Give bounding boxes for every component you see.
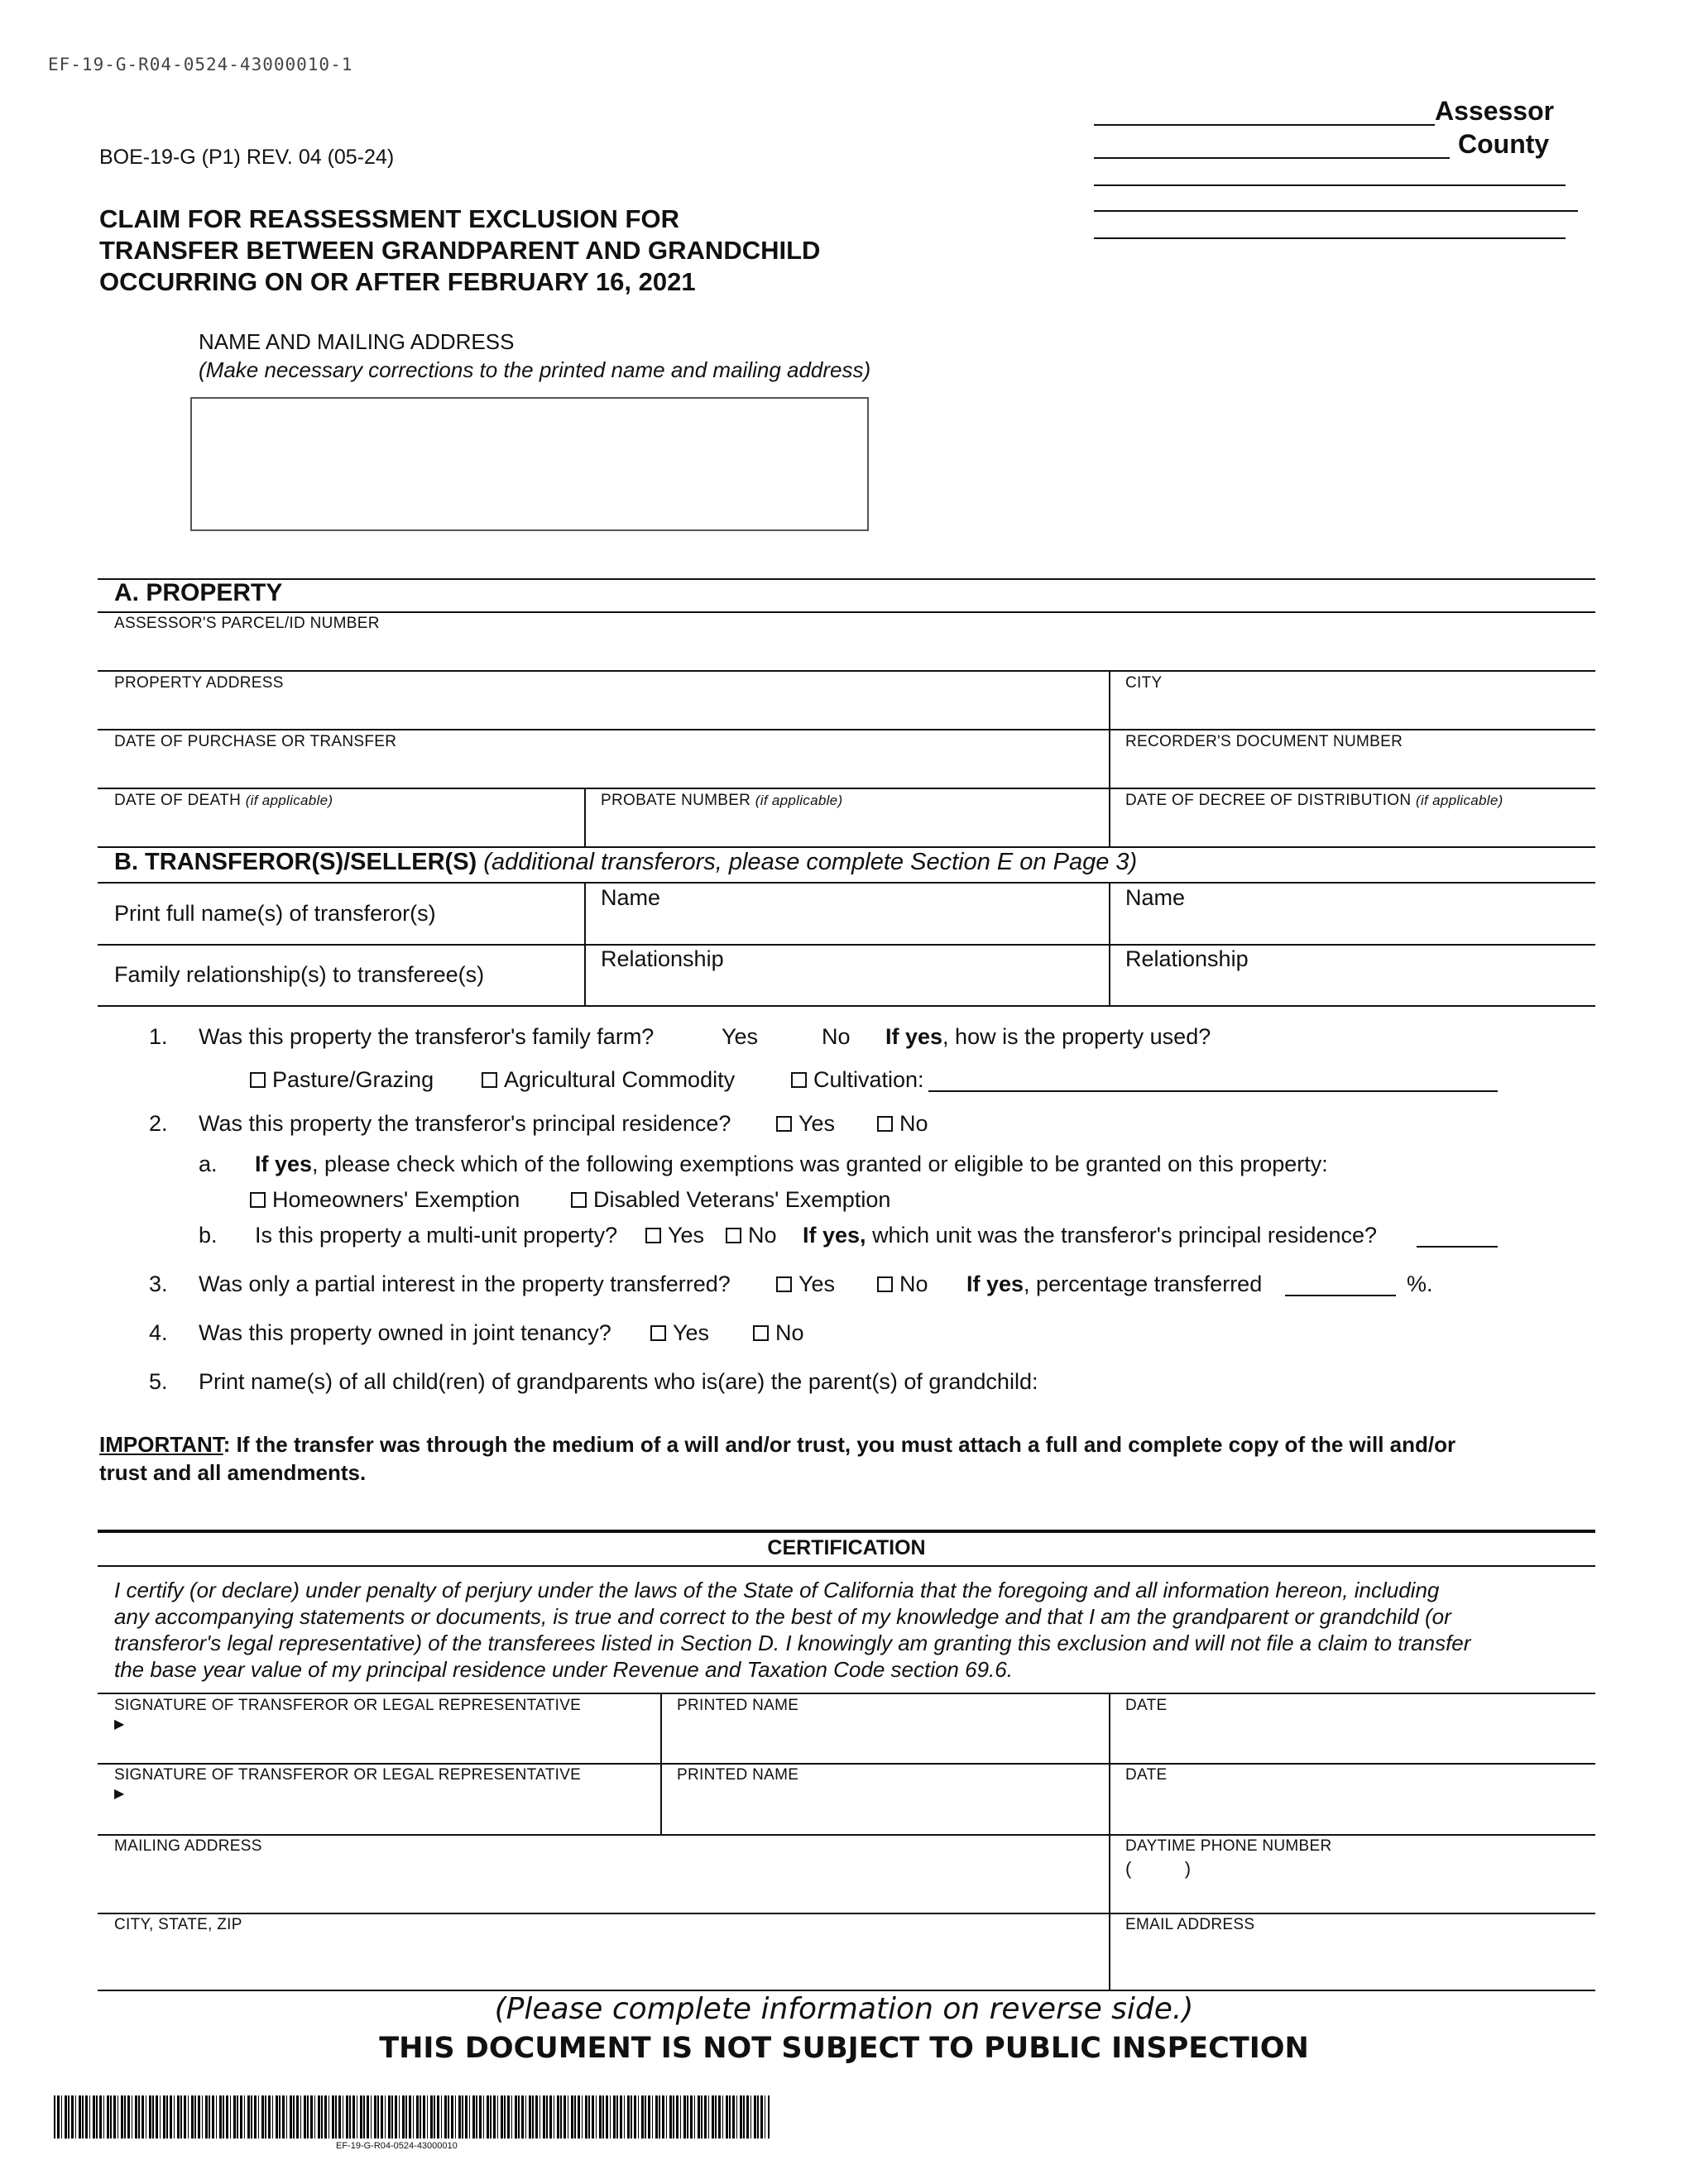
if-applicable-note: (if applicable) bbox=[245, 793, 333, 808]
q4-text: Was this property owned in joint tenancy? bbox=[199, 1320, 611, 1345]
q5-number: 5. bbox=[149, 1369, 168, 1394]
checkbox[interactable] bbox=[877, 1276, 893, 1292]
pasture-label: Pasture/Grazing bbox=[272, 1067, 434, 1092]
death-date-field[interactable] bbox=[98, 789, 584, 845]
checkbox[interactable] bbox=[776, 1116, 792, 1132]
certification-text bbox=[114, 1577, 1470, 1683]
print-names-label: Print full name(s) of transferor(s) bbox=[114, 901, 436, 926]
recorder-label: RECORDER'S DOCUMENT NUMBER bbox=[1125, 733, 1403, 750]
probate-field[interactable] bbox=[586, 789, 1109, 845]
q2a-follow-text: , please check which of the following exemptions was granted or eligible to be granted on this property: bbox=[312, 1152, 1328, 1176]
title-line: CLAIM FOR REASSESSMENT EXCLUSION FOR bbox=[99, 204, 679, 233]
purchase-date-label: DATE OF PURCHASE OR TRANSFER bbox=[114, 733, 397, 750]
signature-arrow-icon: ▶ bbox=[114, 1717, 125, 1731]
if-yes-label: If yes bbox=[966, 1272, 1024, 1296]
barcode-text: EF-19-G-R04-0524-43000010 bbox=[336, 2141, 458, 2151]
checkbox[interactable] bbox=[753, 1325, 769, 1341]
cultivation-field[interactable] bbox=[928, 1090, 1498, 1092]
relationship-col-1: Relationship bbox=[601, 946, 724, 971]
no-label: No bbox=[748, 1223, 777, 1248]
certification-line: I certify (or declare) under penalty of perjury under the laws of the State of California that the foregoing and all information hereon, including bbox=[114, 1578, 1440, 1602]
signature-1-field[interactable] bbox=[98, 1694, 660, 1762]
relationship-2-field[interactable] bbox=[1110, 946, 1595, 1005]
important-label: IMPORTANT bbox=[99, 1432, 223, 1457]
decree-field[interactable] bbox=[1110, 789, 1595, 845]
no-label: No bbox=[899, 1272, 928, 1296]
q2-yes[interactable] bbox=[776, 1111, 835, 1137]
checkbox[interactable] bbox=[776, 1276, 792, 1292]
phone-label: DAYTIME PHONE NUMBER bbox=[1125, 1837, 1332, 1855]
property-address-field[interactable] bbox=[98, 672, 1109, 728]
section-a-top-rule bbox=[98, 578, 1595, 580]
important-note-line2: trust and all amendments. bbox=[99, 1460, 367, 1485]
barcode bbox=[54, 2095, 770, 2138]
pasture-option[interactable] bbox=[250, 1067, 434, 1093]
section-b-title bbox=[114, 849, 1137, 876]
assessor-address-line bbox=[1094, 184, 1566, 186]
rule bbox=[98, 846, 1595, 848]
relationship-label: Family relationship(s) to transferee(s) bbox=[114, 962, 485, 987]
q4-no[interactable] bbox=[753, 1320, 804, 1346]
percent-sign: %. bbox=[1407, 1272, 1433, 1296]
certification-line: any accompanying statements or documents, is true and correct to the best of my knowledge and that I am the grandparent or grandchild (or bbox=[114, 1604, 1451, 1629]
if-yes-label: If yes bbox=[255, 1152, 313, 1176]
q1-followup bbox=[885, 1024, 1211, 1050]
date-1-field[interactable] bbox=[1110, 1694, 1595, 1762]
certification-title: CERTIFICATION bbox=[767, 1536, 926, 1559]
city-state-zip-field[interactable] bbox=[98, 1914, 1109, 1989]
section-a-title-rule bbox=[98, 611, 1595, 613]
important-text: : If the transfer was through the medium of a will and/or trust, you must attach a full and complete copy of the will and/or bbox=[223, 1432, 1456, 1457]
city-label: CITY bbox=[1125, 674, 1163, 692]
printed-name-2-field[interactable] bbox=[662, 1765, 1109, 1832]
no-label: No bbox=[899, 1111, 928, 1136]
recorder-field[interactable] bbox=[1110, 730, 1595, 787]
cultivation-label: Cultivation: bbox=[813, 1067, 924, 1092]
form-code: EF-19-G-R04-0524-43000010-1 bbox=[48, 55, 353, 74]
name-address-label: NAME AND MAILING ADDRESS bbox=[199, 329, 515, 354]
name-col-1: Name bbox=[601, 885, 661, 910]
mailing-address-label: MAILING ADDRESS bbox=[114, 1837, 262, 1855]
relationship-col-2: Relationship bbox=[1125, 946, 1249, 971]
printed-name-1-field[interactable] bbox=[662, 1694, 1109, 1762]
q1-number: 1. bbox=[149, 1024, 168, 1049]
name-col-2: Name bbox=[1125, 885, 1186, 910]
agricultural-option[interactable] bbox=[482, 1067, 735, 1093]
assessor-label: Assessor bbox=[1435, 96, 1555, 126]
parcel-field[interactable] bbox=[98, 614, 1595, 670]
form-revision: BOE-19-G (P1) REV. 04 (05-24) bbox=[99, 146, 395, 169]
death-date-text: DATE OF DEATH bbox=[114, 792, 242, 809]
checkbox[interactable] bbox=[877, 1116, 893, 1132]
q3-no[interactable] bbox=[877, 1272, 928, 1297]
phone-area-code: ( ) bbox=[1125, 1858, 1192, 1879]
county-label: County bbox=[1458, 129, 1550, 159]
column-rule bbox=[584, 882, 586, 1006]
q2a-text bbox=[255, 1152, 1328, 1177]
phone-field[interactable] bbox=[1110, 1836, 1595, 1912]
q2-number: 2. bbox=[149, 1111, 168, 1136]
q2b-follow-text: which unit was the transferor's principal residence? bbox=[872, 1223, 1378, 1248]
date-2-field[interactable] bbox=[1110, 1765, 1595, 1832]
q3-yes[interactable] bbox=[776, 1272, 835, 1297]
percentage-field[interactable] bbox=[1285, 1295, 1396, 1296]
column-rule bbox=[1109, 882, 1110, 1006]
checkbox[interactable] bbox=[482, 1072, 497, 1088]
checkbox[interactable] bbox=[726, 1228, 741, 1243]
probate-text: PROBATE NUMBER bbox=[601, 792, 751, 809]
signature-arrow-icon: ▶ bbox=[114, 1787, 125, 1801]
q1-text: Was this property the transferor's family farm? bbox=[199, 1024, 655, 1049]
cultivation-option[interactable] bbox=[791, 1067, 924, 1093]
q2a-number: a. bbox=[199, 1152, 218, 1176]
relationship-1-field[interactable] bbox=[586, 946, 1109, 1005]
checkbox[interactable] bbox=[791, 1072, 807, 1088]
name-address-box[interactable] bbox=[190, 397, 869, 531]
assessor-line bbox=[1094, 124, 1435, 126]
certification-line: the base year value of my principal residence under Revenue and Taxation Code section 69.6. bbox=[114, 1657, 1013, 1682]
city-field[interactable] bbox=[1110, 672, 1595, 728]
q3-follow-text: , percentage transferred bbox=[1024, 1272, 1263, 1296]
column-rule bbox=[1109, 1693, 1110, 1990]
county-line bbox=[1094, 157, 1450, 159]
rule bbox=[98, 1565, 1595, 1567]
city-state-zip-label: CITY, STATE, ZIP bbox=[114, 1916, 242, 1933]
if-yes-label: If yes bbox=[885, 1024, 943, 1049]
section-b-title-text: B. TRANSFEROR(S)/SELLER(S) bbox=[114, 849, 477, 875]
signature-1-label: SIGNATURE OF TRANSFEROR OR LEGAL REPRESENTATIVE bbox=[114, 1697, 582, 1714]
yes-label: Yes bbox=[798, 1272, 836, 1296]
rule bbox=[98, 1990, 1595, 1991]
q2b-number: b. bbox=[199, 1223, 218, 1248]
certification-line: transferor's legal representative) of the transferees listed in Section D. I knowingly am granting this exclusion and will not file a claim to transfer bbox=[114, 1631, 1471, 1655]
signature-2-field[interactable] bbox=[98, 1765, 660, 1832]
if-yes-label: If yes, bbox=[803, 1223, 866, 1248]
assessor-address-line bbox=[1094, 210, 1578, 212]
q4-number: 4. bbox=[149, 1320, 168, 1345]
q4-yes[interactable] bbox=[650, 1320, 709, 1346]
transferor-name-1-field[interactable] bbox=[586, 884, 1109, 943]
date-2-label: DATE bbox=[1125, 1766, 1168, 1784]
yes-label: Yes bbox=[798, 1111, 836, 1136]
q1-follow-text: , how is the property used? bbox=[942, 1024, 1211, 1049]
if-applicable-note: (if applicable) bbox=[755, 793, 843, 808]
title-line: TRANSFER BETWEEN GRANDPARENT AND GRANDCHILD bbox=[99, 236, 821, 265]
reverse-side-note: (Please complete information on reverse side.) bbox=[494, 1992, 1194, 2026]
yes-label: Yes bbox=[673, 1320, 710, 1345]
purchase-date-field[interactable] bbox=[98, 730, 1109, 787]
no-label: No bbox=[775, 1320, 804, 1345]
important-note bbox=[99, 1432, 1455, 1458]
q2-no[interactable] bbox=[877, 1111, 928, 1137]
column-rule bbox=[584, 788, 586, 847]
q2b-followup bbox=[803, 1223, 1377, 1248]
title-line: OCCURRING ON OR AFTER FEBRUARY 16, 2021 bbox=[99, 267, 696, 296]
agricultural-label: Agricultural Commodity bbox=[504, 1067, 736, 1092]
q3-number: 3. bbox=[149, 1272, 168, 1296]
rule bbox=[98, 1005, 1595, 1007]
q2b-yes[interactable] bbox=[645, 1223, 704, 1248]
section-a-title: A. PROPERTY bbox=[114, 579, 283, 606]
q2b-text: Is this property a multi-unit property? bbox=[255, 1223, 618, 1248]
checkbox[interactable] bbox=[645, 1228, 661, 1243]
column-rule bbox=[660, 1693, 662, 1835]
email-label: EMAIL ADDRESS bbox=[1125, 1916, 1255, 1933]
column-rule bbox=[1109, 670, 1110, 847]
transferor-name-2-field[interactable] bbox=[1110, 884, 1595, 943]
public-inspection-note: THIS DOCUMENT IS NOT SUBJECT TO PUBLIC INSPECTION bbox=[379, 2032, 1309, 2065]
q1-yes[interactable]: Yes bbox=[722, 1024, 759, 1049]
assessor-address-line bbox=[1094, 237, 1566, 239]
if-applicable-note: (if applicable) bbox=[1415, 793, 1503, 808]
date-1-label: DATE bbox=[1125, 1697, 1168, 1714]
decree-text: DATE OF DECREE OF DISTRIBUTION bbox=[1125, 792, 1412, 809]
homeowners-option[interactable] bbox=[250, 1187, 520, 1213]
homeowners-label: Homeowners' Exemption bbox=[272, 1187, 520, 1212]
q2-text: Was this property the transferor's principal residence? bbox=[199, 1111, 731, 1136]
checkbox[interactable] bbox=[250, 1072, 266, 1088]
checkbox[interactable] bbox=[571, 1192, 587, 1208]
q1-no[interactable]: No bbox=[822, 1024, 851, 1049]
yes-label: Yes bbox=[668, 1223, 705, 1248]
printed-name-1-label: PRINTED NAME bbox=[677, 1697, 799, 1714]
certification-top-rule bbox=[98, 1530, 1595, 1533]
printed-name-2-label: PRINTED NAME bbox=[677, 1766, 799, 1784]
parcel-label: ASSESSOR'S PARCEL/ID NUMBER bbox=[114, 615, 380, 632]
veterans-option[interactable] bbox=[571, 1187, 890, 1213]
section-b-note: (additional transferors, please complete Section E on Page 3) bbox=[483, 849, 1138, 875]
property-address-label: PROPERTY ADDRESS bbox=[114, 674, 284, 692]
signature-2-label: SIGNATURE OF TRANSFEROR OR LEGAL REPRESENTATIVE bbox=[114, 1766, 582, 1784]
mailing-address-field[interactable] bbox=[98, 1836, 1109, 1912]
q5-text: Print name(s) of all child(ren) of grandparents who is(are) the parent(s) of grandchild: bbox=[199, 1369, 1038, 1394]
checkbox[interactable] bbox=[650, 1325, 666, 1341]
name-address-note: (Make necessary corrections to the printed name and mailing address) bbox=[199, 357, 871, 382]
veterans-label: Disabled Veterans' Exemption bbox=[593, 1187, 891, 1212]
form-title bbox=[99, 204, 820, 298]
q3-followup bbox=[966, 1272, 1262, 1297]
checkbox[interactable] bbox=[250, 1192, 266, 1208]
q2b-no[interactable] bbox=[726, 1223, 777, 1248]
q3-text: Was only a partial interest in the property transferred? bbox=[199, 1272, 731, 1296]
email-field[interactable] bbox=[1110, 1914, 1595, 1989]
unit-field[interactable] bbox=[1417, 1246, 1498, 1248]
